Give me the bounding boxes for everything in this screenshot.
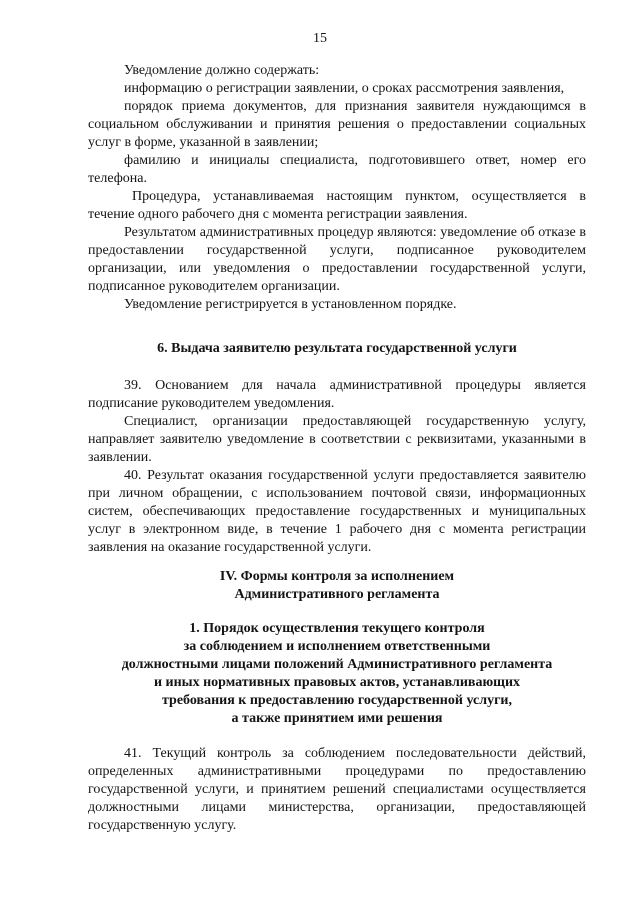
paragraph-result: Результатом административных процедур являются: уведомление об отказе в предоставлении государственной услуги, подписанное руководителем организации, или уведомления о предоставлении государственной услуги, подписанное руководителем организации. [88,225,586,294]
subsection-heading-line-6: а также принятием ими решения [231,711,443,726]
subsection-heading-line-4: и иных нормативных правовых актов, устанавливающих [153,675,521,690]
section-4-heading [60,568,614,604]
section-6-body [88,377,586,557]
paragraph-notice-item-2: порядок приема документов, для признания заявителя нуждающимся в социальном обслуживании и принятия решения о предоставлении социальных услуг в форме, указанной в заявлении; [88,99,586,150]
paragraph-39: 39. Основанием для начала административной процедуры является подписание руководителем уведомления. [88,378,586,411]
paragraph-41: 41. Текущий контроль за соблюдением последовательности действий, определенных административными процедурами по предоставлению государственной услуги, и принятием решений специалистами осуществляется должностными лицами министерства, организации, предоставляющей государственную услугу. [88,746,586,833]
subsection-heading-line-5: требования к предоставлению государственной услуги, [162,693,512,708]
subsection-1-heading [60,620,614,728]
section-4-heading-line-1: IV. Формы контроля за исполнением [219,569,455,584]
subsection-heading-line-2: за соблюдением и исполнением ответственными [183,639,491,654]
subsection-heading-line-1: 1. Порядок осуществления текущего контроля [189,621,485,636]
notice-block [88,62,586,314]
section-6-heading: 6. Выдача заявителю результата государственной услуги [157,341,517,356]
page-number: 15 [313,31,327,46]
paragraph-procedure: Процедура, устанавливаемая настоящим пунктом, осуществляется в течение одного рабочего дня с момента регистрации заявления. [88,189,586,222]
section-4-body [88,745,586,835]
paragraph-register: Уведомление регистрируется в установленном порядке. [124,297,457,312]
paragraph-notice-item-1: информацию о регистрации заявлении, о сроках рассмотрения заявления, [124,81,565,96]
paragraph-notice-lead: Уведомление должно содержать: [124,63,320,78]
subsection-heading-line-3: должностными лицами положений Административного регламента [121,657,553,672]
paragraph-39-specialist: Специалист, организации предоставляющей государственную услугу, направляет заявителю уведомление в соответствии с реквизитами, указанными в заявлении. [88,414,586,465]
paragraph-40: 40. Результат оказания государственной услуги предоставляется заявителю при личном обращении, с использованием почтовой связи, информационных систем, обеспечивающих предоставление государственных и муниципальных услуг в электронном виде, в течение 1 рабочего дня с момента регистрации заявления на оказание государственной услуги. [88,468,586,555]
paragraph-notice-item-3: фамилию и инициалы специалиста, подготовившего ответ, номер его телефона. [88,153,586,186]
section-4-heading-line-2: Административного регламента [234,587,440,602]
